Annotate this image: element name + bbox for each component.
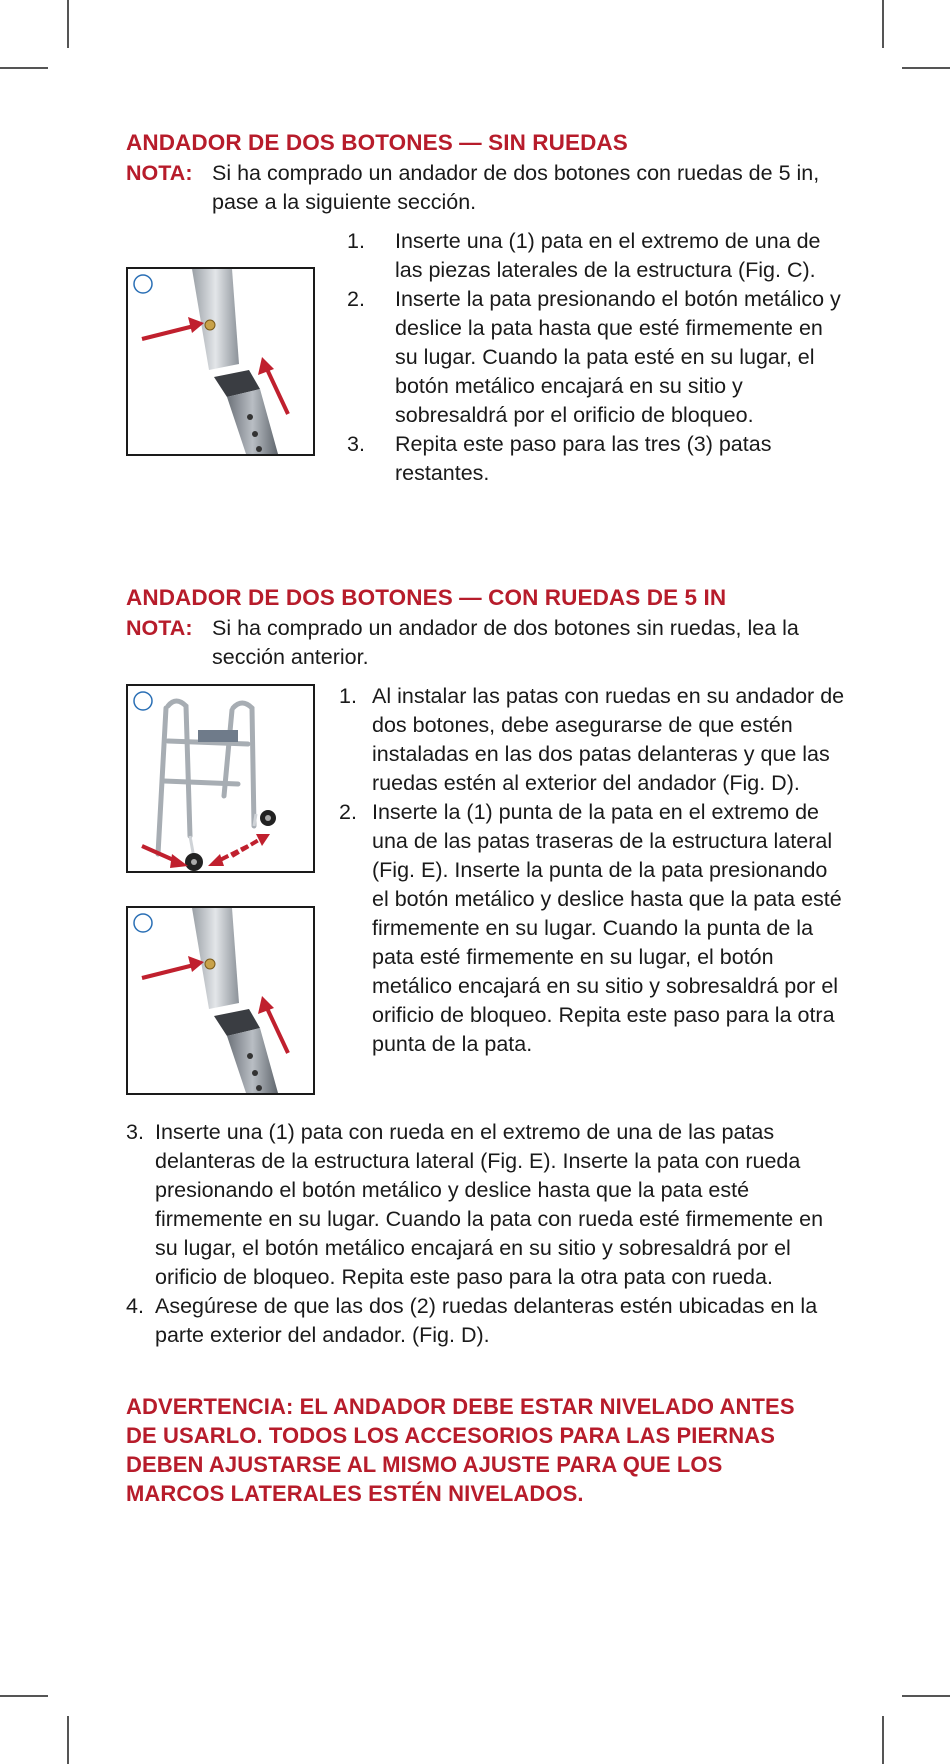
- crop-mark: [882, 1716, 884, 1764]
- step-number: 1.: [339, 684, 357, 708]
- crop-mark: [67, 1716, 69, 1764]
- figure-e: [126, 906, 315, 1095]
- step-text: Inserte una (1) pata en el extremo de una de las piezas laterales de la estructura (Fig. C).: [395, 229, 821, 282]
- step-number: 3.: [126, 1120, 144, 1144]
- list-item: [339, 682, 846, 798]
- crop-mark: [0, 67, 48, 69]
- figure-c: [126, 267, 315, 456]
- step-text: Inserte la pata presionando el botón metálico y deslice la pata hasta que esté firmemente en su lugar. Cuando la pata esté en su lugar, el botón metálico encajará en su sitio y sobresaldrá por el orificio de bloqueo.: [395, 287, 841, 427]
- step-text: Inserte una (1) pata con rueda en el extremo de una de las patas delanteras de la estructura lateral (Fig. E). Inserte la pata con rueda presionando el botón metálico y deslice hasta que la pata esté firmemente en su lugar. Cuando la pata con rueda esté firmemente en su lugar, el botón metálico encajará en su sitio y sobresaldrá por el orificio de bloqueo. Repita este paso para la otra pata con rueda.: [155, 1120, 824, 1289]
- note-label: NOTA:: [126, 616, 193, 640]
- section2-steps-lower: [126, 1118, 846, 1350]
- note-label: NOTA:: [126, 161, 193, 185]
- list-item: [347, 227, 846, 285]
- step-text: Repita este paso para las tres (3) patas restantes.: [395, 432, 772, 485]
- list-item: [339, 798, 846, 1059]
- section2-steps-upper: [339, 682, 846, 1059]
- step-number: 1.: [347, 229, 365, 253]
- section1-body: [126, 227, 846, 557]
- step-text: Inserte la (1) punta de la pata en el extremo de una de las patas traseras de la estructura lateral (Fig. E). Inserte la punta de la pata presionando el botón metálico y deslice hasta que la pata esté firmemente en su lugar. Cuando la punta de la pata esté firmemente en su lugar, el botón metálico encajará en su sitio y sobresaldrá por el orificio de bloqueo. Repita este paso para la otra punta de la pata.: [372, 800, 842, 1056]
- crop-mark: [67, 0, 69, 48]
- note-text: Si ha comprado un andador de dos botones con ruedas de 5 in, pase a la siguiente sección.: [212, 161, 820, 214]
- section2-body: [126, 682, 846, 1118]
- walker-figure-icon: [128, 686, 313, 871]
- section-note: [126, 159, 846, 217]
- crop-mark: [0, 1695, 48, 1697]
- step-text: Al instalar las patas con ruedas en su andador de dos botones, debe asegurarse de que estén instaladas en las dos patas delanteras y que las ruedas estén al exterior del andador (Fig. D).: [372, 684, 845, 795]
- list-item: [126, 1292, 846, 1350]
- leg-insert-figure-icon: [128, 269, 313, 454]
- section1-steps: [347, 227, 846, 488]
- warning-text: ADVERTENCIA: EL ANDADOR DEBE ESTAR NIVELADO ANTES DE USARLO. TODOS LOS ACCESORIOS PARA LAS PIERNAS DEBEN AJUSTARSE AL MISMO AJUSTE PARA QUE LOS MARCOS LATERALES ESTÉN NIVELADOS.: [126, 1394, 795, 1506]
- instructions-page: [126, 130, 846, 1508]
- crop-mark: [882, 0, 884, 48]
- step-number: 2.: [347, 287, 365, 311]
- leg-insert-figure-icon: [128, 908, 313, 1093]
- section-title-sin-ruedas: ANDADOR DE DOS BOTONES — SIN RUEDAS: [126, 130, 628, 155]
- step-number: 2.: [339, 800, 357, 824]
- list-item: [126, 1118, 846, 1292]
- step-number: 3.: [347, 432, 365, 456]
- step-number: 4.: [126, 1294, 144, 1318]
- list-item: [347, 430, 846, 488]
- crop-mark: [902, 67, 950, 69]
- note-text: Si ha comprado un andador de dos botones sin ruedas, lea la sección anterior.: [212, 616, 799, 669]
- crop-mark: [902, 1695, 950, 1697]
- section-title-con-ruedas: ANDADOR DE DOS BOTONES — CON RUEDAS DE 5 IN: [126, 585, 727, 610]
- list-item: [347, 285, 846, 430]
- section-note: [126, 614, 846, 672]
- figure-d: [126, 684, 315, 873]
- step-text: Asegúrese de que las dos (2) ruedas delanteras estén ubicadas en la parte exterior del andador. (Fig. D).: [155, 1294, 818, 1347]
